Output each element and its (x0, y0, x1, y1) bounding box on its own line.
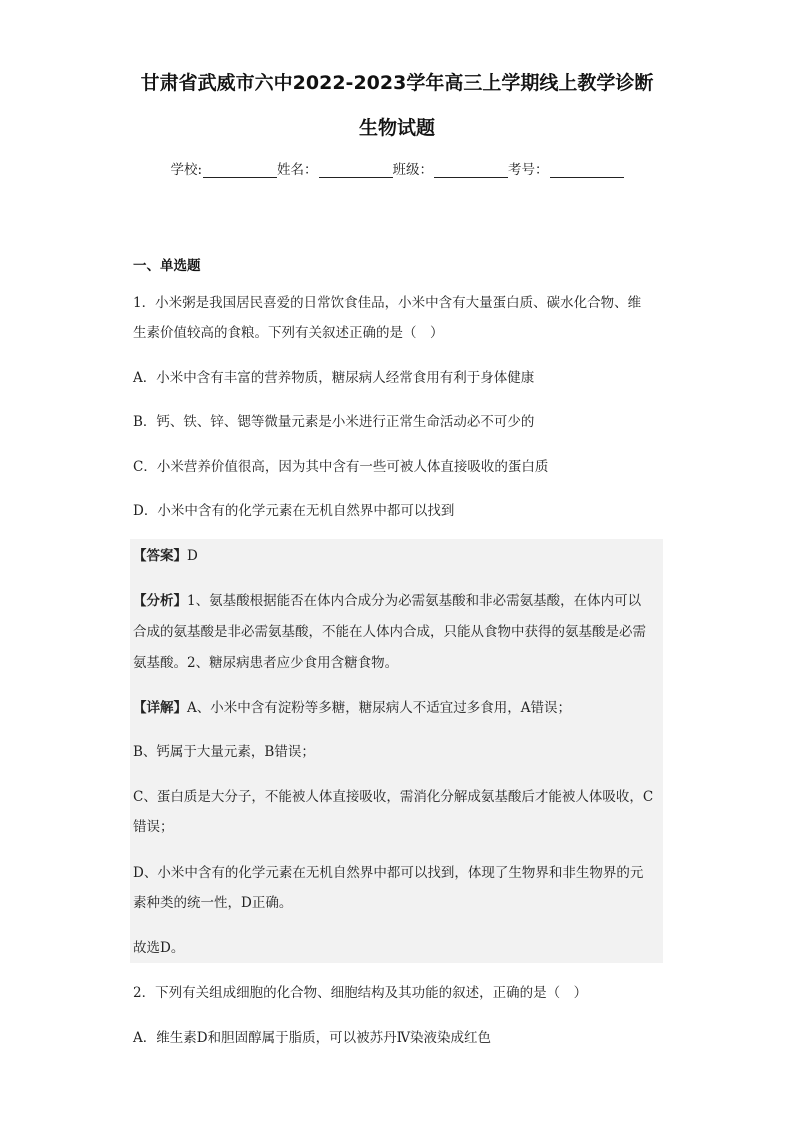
q1-option-a: A．小米中含有丰富的营养物质，糖尿病人经常食用有利于身体健康 (133, 370, 535, 386)
school-blank (203, 162, 277, 178)
q1-detail-line5: D、小米中含有的化学元素在无机自然界中都可以找到，体现了生物界和非生物界的元 (133, 865, 644, 881)
q1-option-d: D．小米中含有的化学元素在无机自然界中都可以找到 (133, 503, 455, 519)
class-field (393, 158, 509, 178)
exam-no-blank (550, 162, 624, 178)
q1-stem-line2: 生素价值较高的食粮。下列有关叙述正确的是（ ） (133, 325, 444, 341)
q1-conclusion: 故选D。 (133, 940, 185, 956)
answer-value: D (187, 548, 198, 564)
q1-stem-line1: 1．小米粥是我国居民喜爱的日常饮食佳品，小米中含有大量蛋白质、碳水化合物、维 (133, 295, 642, 311)
detail-tag: 【详解】 (133, 700, 187, 716)
name-field (277, 158, 393, 178)
q1-option-c: C．小米营养价值很高，因为其中含有一些可被人体直接吸收的蛋白质 (133, 459, 549, 475)
q1-detail-line2: B、钙属于大量元素，B错误； (133, 744, 315, 760)
exam-no-label: 考号： (508, 162, 549, 178)
school-label: 学校: (170, 162, 203, 178)
class-blank (434, 162, 508, 178)
page-title: 甘肃省武威市六中2022-2023学年高三上学期线上教学诊断 (140, 72, 654, 94)
answer-tag: 【答案】 (133, 548, 187, 564)
section-heading: 一、单选题 (133, 258, 201, 274)
q1-analysis-line1 (133, 592, 641, 610)
analysis-tag: 【分析】 (133, 593, 187, 609)
q1-detail-line3: C、蛋白质是大分子，不能被人体直接吸收，需消化分解成氨基酸后才能被人体吸收，C (133, 789, 654, 805)
q1-answer (133, 547, 198, 565)
class-label: 班级： (392, 162, 434, 178)
q1-analysis-line2: 合成的氨基酸是非必需氨基酸，不能在人体内合成，只能从食物中获得的氨基酸是必需 (133, 624, 646, 640)
name-blank (319, 162, 393, 178)
name-label: 姓名： (277, 162, 318, 178)
q2-option-a: A．维生素D和胆固醇属于脂质，可以被苏丹Ⅳ染液染成红色 (133, 1030, 492, 1046)
q1-detail-line6: 素种类的统一性，D正确。 (133, 895, 293, 911)
q1-analysis-line3: 氨基酸。2、糖尿病患者应少食用含糖食物。 (133, 655, 399, 671)
exam-no-field (508, 158, 624, 178)
q1-detail-line4: 错误； (133, 819, 174, 835)
q1-detail-line1 (133, 699, 571, 717)
q2-stem: 2．下列有关组成细胞的化合物、细胞结构及其功能的叙述，正确的是（ ） (133, 985, 588, 1001)
school-field (170, 158, 277, 178)
detail-text-1: A、小米中含有淀粉等多糖，糖尿病人不适宜过多食用，A错误； (187, 700, 571, 716)
analysis-text-1: 1、氨基酸根据能否在体内合成分为必需氨基酸和非必需氨基酸，在体内可以 (187, 593, 642, 609)
q1-option-b: B．钙、铁、锌、锶等微量元素是小米进行正常生命活动必不可少的 (133, 414, 535, 430)
page-subtitle: 生物试题 (358, 117, 435, 139)
student-info-row (0, 158, 794, 178)
